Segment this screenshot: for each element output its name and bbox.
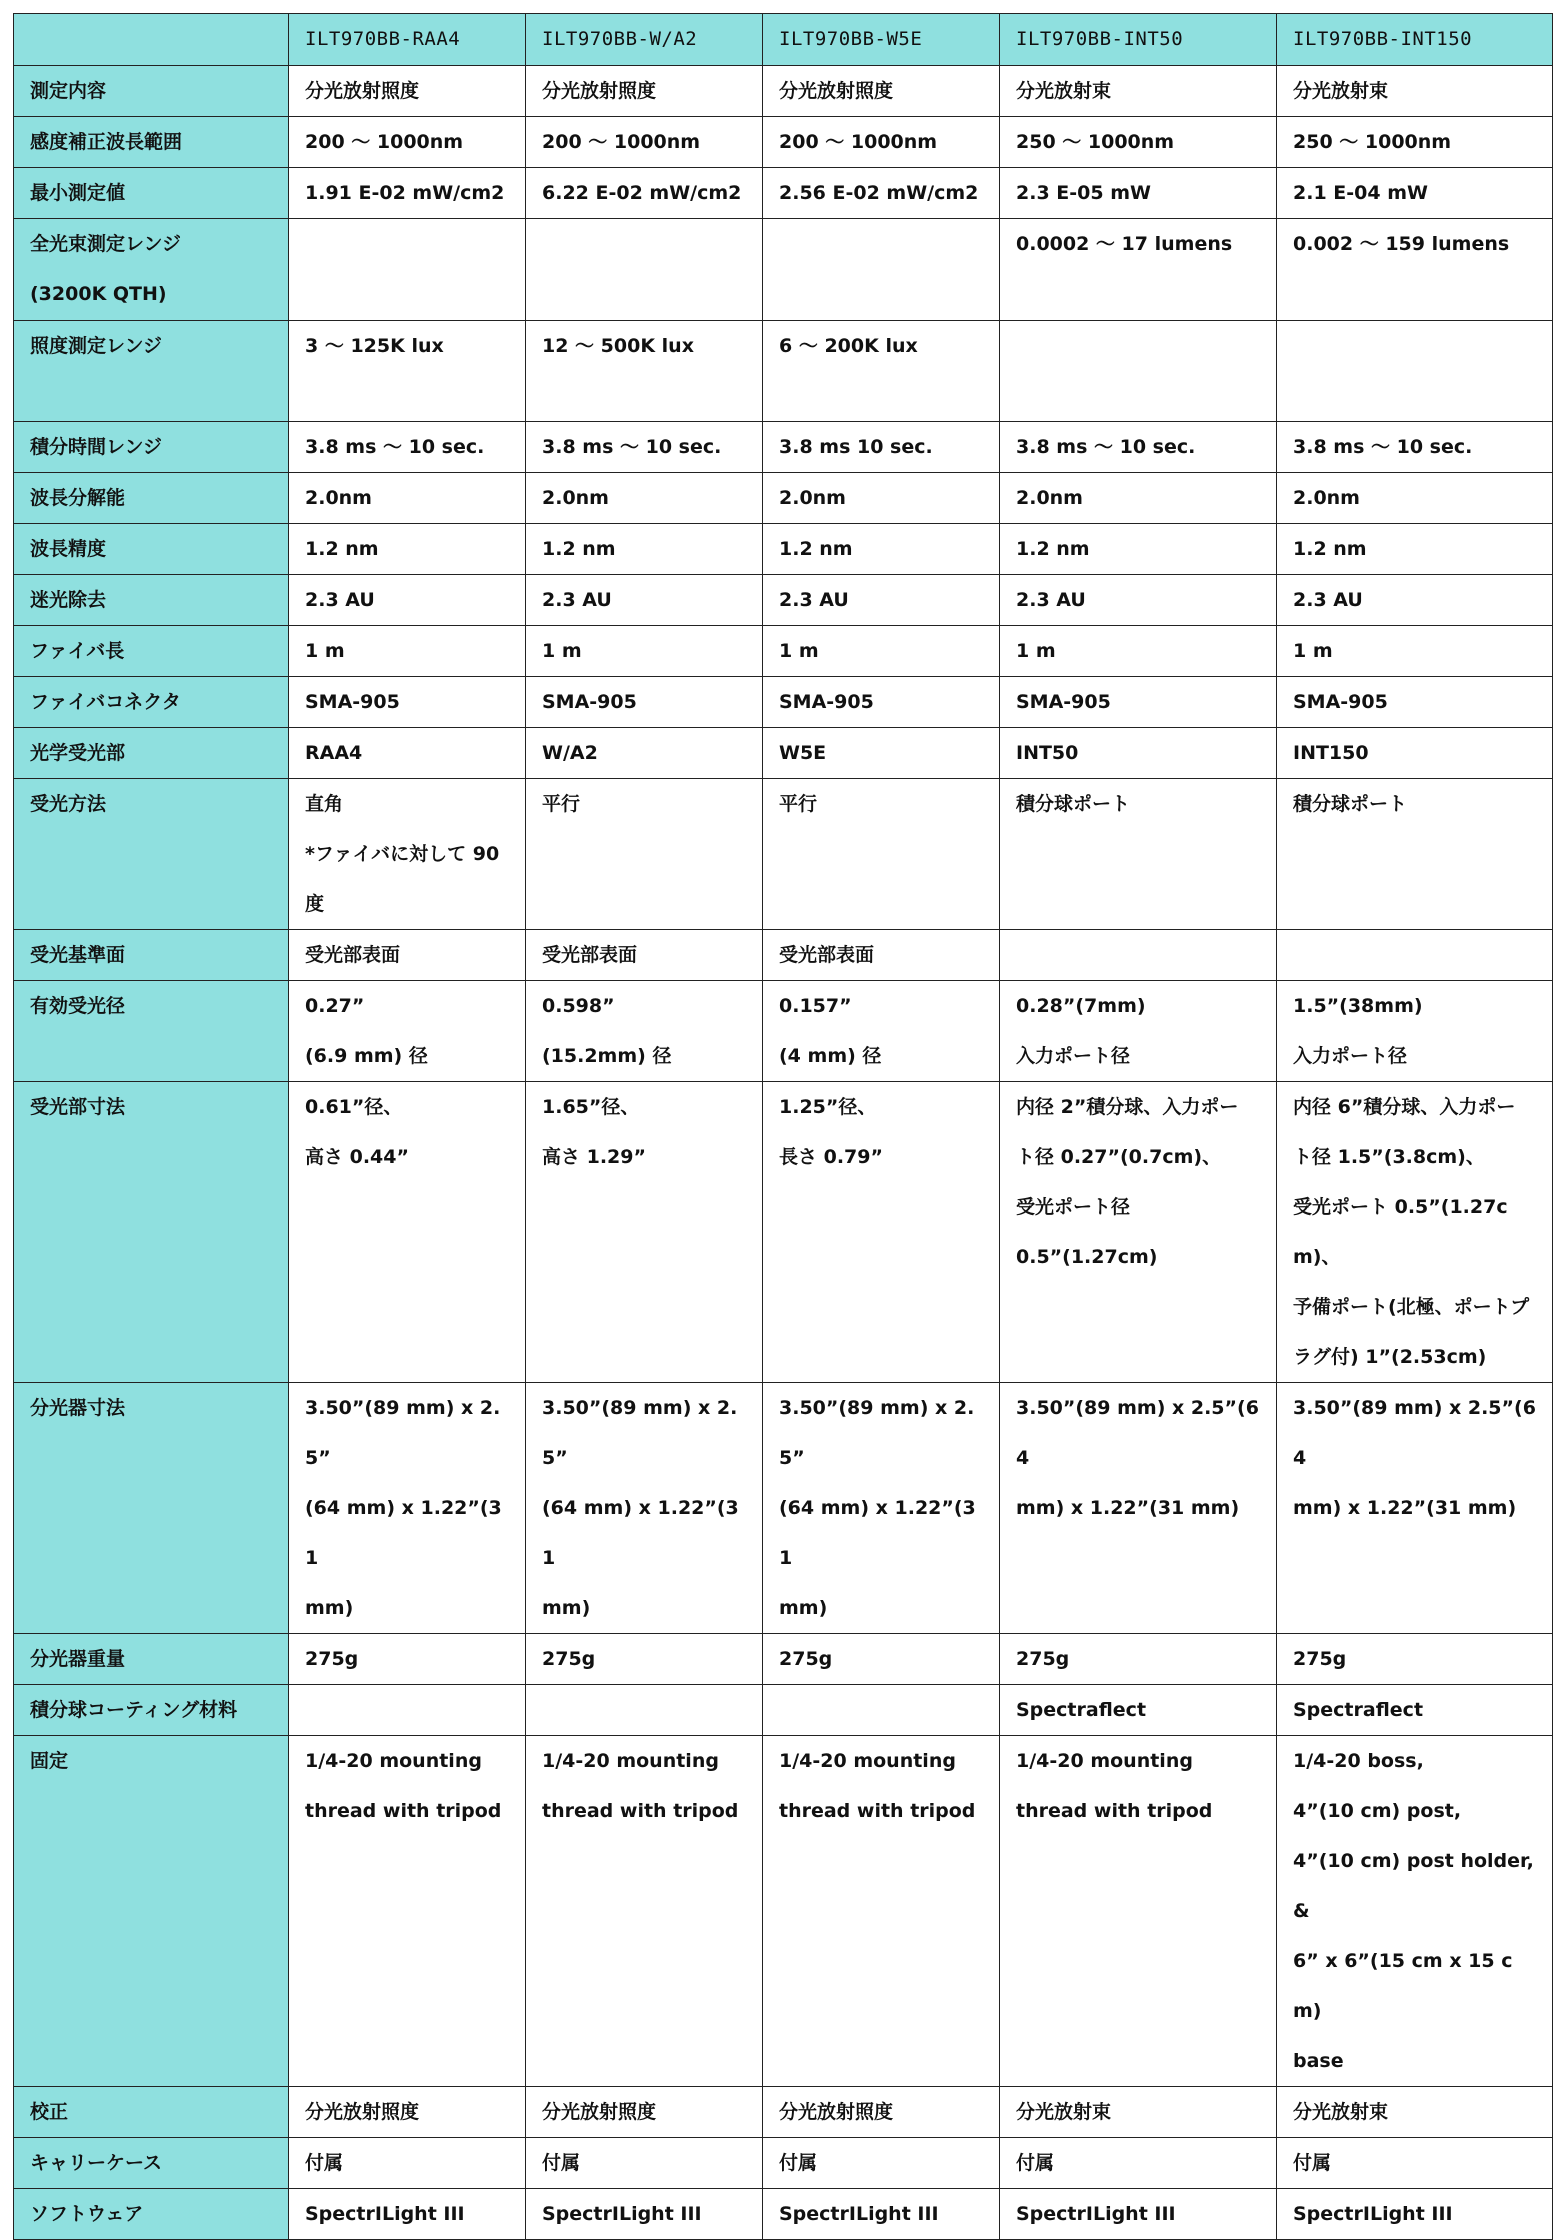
spec-value [1277, 321, 1553, 422]
spec-value: 1/4-20 mounting thread with tripod [526, 1736, 763, 2087]
spec-value: 受光部表面 [289, 930, 526, 981]
spec-value: 1 m [1000, 626, 1277, 677]
spec-value: 受光部表面 [763, 930, 1000, 981]
spec-row [14, 626, 1553, 677]
spec-value: 2.3 AU [526, 575, 763, 626]
spec-value: Spectraflect [1000, 1685, 1277, 1736]
spec-value: 3.8 ms 10 sec. [763, 422, 1000, 473]
row-label: 光学受光部 [14, 728, 289, 779]
spec-value: 1/4-20 mounting thread with tripod [763, 1736, 1000, 2087]
spec-value: 受光部表面 [526, 930, 763, 981]
spec-value: 付属 [763, 2138, 1000, 2189]
spec-value: SpectrILight III [289, 2189, 526, 2240]
spec-value: 分光放射照度 [289, 66, 526, 117]
spec-value [1277, 930, 1553, 981]
row-label: 照度測定レンジ [14, 321, 289, 422]
spec-value: 平行 [526, 779, 763, 930]
spec-value: W5E [763, 728, 1000, 779]
row-label: 受光部寸法 [14, 1082, 289, 1383]
spec-value: 分光放射束 [1000, 66, 1277, 117]
spec-value: 2.56 E-02 mW/cm2 [763, 168, 1000, 219]
spec-value: 0.61”径、 高さ 0.44” [289, 1082, 526, 1383]
spec-value [763, 1685, 1000, 1736]
spec-value: 6 ～ 200K lux [763, 321, 1000, 422]
spec-value: 0.27” (6.9 mm) 径 [289, 981, 526, 1082]
spec-value: 1 m [289, 626, 526, 677]
spec-value: 2.3 AU [289, 575, 526, 626]
spec-value: 3.50”(89 mm) x 2.5”(64 mm) x 1.22”(31 mm) [1277, 1383, 1553, 1634]
spec-value: 3.50”(89 mm) x 2.5” (64 mm) x 1.22”(31 mm) [526, 1383, 763, 1634]
row-label: ファイバコネクタ [14, 677, 289, 728]
spec-row [14, 473, 1553, 524]
spec-value: 1.2 nm [289, 524, 526, 575]
spec-value: 0.002 ～ 159 lumens [1277, 219, 1553, 321]
row-label: 測定内容 [14, 66, 289, 117]
spec-value: 12 ～ 500K lux [526, 321, 763, 422]
spec-value: 1/4-20 mounting thread with tripod [1000, 1736, 1277, 2087]
spec-value: 275g [289, 1634, 526, 1685]
spec-value: 1.5”(38mm) 入力ポート径 [1277, 981, 1553, 1082]
spec-value: 1.91 E-02 mW/cm2 [289, 168, 526, 219]
spec-row [14, 1736, 1553, 2087]
spec-value: 1.2 nm [1277, 524, 1553, 575]
spec-row [14, 1082, 1553, 1383]
spec-value: 3.8 ms ～ 10 sec. [1000, 422, 1277, 473]
spec-value: 3.50”(89 mm) x 2.5” (64 mm) x 1.22”(31 mm) [289, 1383, 526, 1634]
spec-value: 2.0nm [763, 473, 1000, 524]
spec-value [526, 1685, 763, 1736]
spec-value: 付属 [289, 2138, 526, 2189]
row-label: ソフトウェア [14, 2189, 289, 2240]
spec-value: 1 m [526, 626, 763, 677]
spec-value: 250 ～ 1000nm [1000, 117, 1277, 168]
spec-row [14, 321, 1553, 422]
spec-row [14, 2189, 1553, 2240]
spec-value: 250 ～ 1000nm [1277, 117, 1553, 168]
corner-cell [14, 14, 289, 66]
spec-row [14, 168, 1553, 219]
spec-value: 分光放射照度 [289, 2087, 526, 2138]
row-label: 波長分解能 [14, 473, 289, 524]
spec-value: 付属 [526, 2138, 763, 2189]
spec-value: W/A2 [526, 728, 763, 779]
spec-value: 付属 [1277, 2138, 1553, 2189]
row-label: ファイバ長 [14, 626, 289, 677]
spec-value: 3.8 ms ～ 10 sec. [289, 422, 526, 473]
spec-row [14, 677, 1553, 728]
spec-value: SMA-905 [1000, 677, 1277, 728]
spec-value [763, 219, 1000, 321]
spec-value: 直角 *ファイバに対して 90 度 [289, 779, 526, 930]
spec-value: 0.28”(7mm) 入力ポート径 [1000, 981, 1277, 1082]
spec-value: Spectraflect [1277, 1685, 1553, 1736]
row-label: 全光束測定レンジ (3200K QTH) [14, 219, 289, 321]
spec-value: INT50 [1000, 728, 1277, 779]
spec-value: 200 ～ 1000nm [526, 117, 763, 168]
spec-value: SpectrILight III [1000, 2189, 1277, 2240]
spec-value: 200 ～ 1000nm [289, 117, 526, 168]
spec-value: 2.3 AU [1277, 575, 1553, 626]
model-header: ILT970BB-W/A2 [526, 14, 763, 66]
spec-value: 2.0nm [289, 473, 526, 524]
spec-value: SpectrILight III [526, 2189, 763, 2240]
spec-value: 0.598” (15.2mm) 径 [526, 981, 763, 1082]
spec-row [14, 779, 1553, 930]
spec-value: 1 m [1277, 626, 1553, 677]
spec-value: 2.0nm [1000, 473, 1277, 524]
spec-value: 6.22 E-02 mW/cm2 [526, 168, 763, 219]
spec-row [14, 422, 1553, 473]
spec-value: SMA-905 [1277, 677, 1553, 728]
spec-value: 1 m [763, 626, 1000, 677]
spec-value [1000, 321, 1277, 422]
row-label: 受光方法 [14, 779, 289, 930]
spec-value: 分光放射照度 [763, 2087, 1000, 2138]
spec-row [14, 2138, 1553, 2189]
spec-value: INT150 [1277, 728, 1553, 779]
spec-row [14, 981, 1553, 1082]
row-label: 分光器重量 [14, 1634, 289, 1685]
spec-value: SpectrILight III [1277, 2189, 1553, 2240]
spec-value: SpectrILight III [763, 2189, 1000, 2240]
spec-row [14, 117, 1553, 168]
row-label: 波長精度 [14, 524, 289, 575]
spec-value: 1.2 nm [1000, 524, 1277, 575]
row-label: 分光器寸法 [14, 1383, 289, 1634]
spec-value: 2.0nm [1277, 473, 1553, 524]
spec-row [14, 66, 1553, 117]
spec-value: 平行 [763, 779, 1000, 930]
spec-value: 3 ～ 125K lux [289, 321, 526, 422]
spec-value: 内径 6”積分球、入力ポー ト径 1.5”(3.8cm)、 受光ポート 0.5”(1.27cm)、 予備ポート(北極、ポートプ ラグ付) 1”(2.53cm) [1277, 1082, 1553, 1383]
spec-value: 2.3 AU [1000, 575, 1277, 626]
spec-value [1000, 930, 1277, 981]
row-label: 固定 [14, 1736, 289, 2087]
spec-value: 1/4-20 mounting thread with tripod [289, 1736, 526, 2087]
model-header: ILT970BB-W5E [763, 14, 1000, 66]
spec-value [289, 219, 526, 321]
spec-row [14, 728, 1553, 779]
spec-table [13, 13, 1553, 2240]
spec-value: 3.8 ms ～ 10 sec. [1277, 422, 1553, 473]
spec-row [14, 1685, 1553, 1736]
spec-value: 0.157” (4 mm) 径 [763, 981, 1000, 1082]
spec-value: SMA-905 [526, 677, 763, 728]
spec-value: RAA4 [289, 728, 526, 779]
spec-row [14, 524, 1553, 575]
spec-value: SMA-905 [763, 677, 1000, 728]
spec-row [14, 930, 1553, 981]
spec-row [14, 1634, 1553, 1685]
spec-row [14, 575, 1553, 626]
row-label: キャリーケース [14, 2138, 289, 2189]
spec-value: 2.0nm [526, 473, 763, 524]
spec-row [14, 1383, 1553, 1634]
spec-value: 分光放射照度 [526, 66, 763, 117]
spec-value: 0.0002 ～ 17 lumens [1000, 219, 1277, 321]
spec-value: 分光放射照度 [526, 2087, 763, 2138]
spec-value: 200 ～ 1000nm [763, 117, 1000, 168]
row-label: 校正 [14, 2087, 289, 2138]
spec-row [14, 2087, 1553, 2138]
spec-value: 2.3 AU [763, 575, 1000, 626]
model-header: ILT970BB-INT50 [1000, 14, 1277, 66]
spec-value [526, 219, 763, 321]
row-label: 感度補正波長範囲 [14, 117, 289, 168]
spec-value: 275g [1000, 1634, 1277, 1685]
model-header: ILT970BB-INT150 [1277, 14, 1553, 66]
spec-value: 2.1 E-04 mW [1277, 168, 1553, 219]
spec-value: 1.25”径、 長さ 0.79” [763, 1082, 1000, 1383]
spec-value: 3.50”(89 mm) x 2.5”(64 mm) x 1.22”(31 mm) [1000, 1383, 1277, 1634]
spec-value: 275g [526, 1634, 763, 1685]
spec-value: 1.2 nm [526, 524, 763, 575]
spec-value [289, 1685, 526, 1736]
spec-value: 内径 2”積分球、入力ポー ト径 0.27”(0.7cm)、 受光ポート径 0.5”(1.27cm) [1000, 1082, 1277, 1383]
spec-value: 積分球ポート [1277, 779, 1553, 930]
header-row [14, 14, 1553, 66]
row-label: 積分時間レンジ [14, 422, 289, 473]
spec-value: 275g [1277, 1634, 1553, 1685]
spec-row [14, 219, 1553, 321]
spec-value: 3.8 ms ～ 10 sec. [526, 422, 763, 473]
model-header: ILT970BB-RAA4 [289, 14, 526, 66]
spec-value: 付属 [1000, 2138, 1277, 2189]
spec-value: 分光放射束 [1000, 2087, 1277, 2138]
spec-value: 1.2 nm [763, 524, 1000, 575]
spec-value: 積分球ポート [1000, 779, 1277, 930]
row-label: 積分球コーティング材料 [14, 1685, 289, 1736]
spec-value: 275g [763, 1634, 1000, 1685]
spec-value: SMA-905 [289, 677, 526, 728]
spec-value: 分光放射束 [1277, 66, 1553, 117]
spec-value: 2.3 E-05 mW [1000, 168, 1277, 219]
spec-value: 1/4-20 boss, 4”(10 cm) post, 4”(10 cm) post holder, & 6” x 6”(15 cm x 15 cm) base [1277, 1736, 1553, 2087]
spec-value: 1.65”径、 高さ 1.29” [526, 1082, 763, 1383]
spec-value: 3.50”(89 mm) x 2.5” (64 mm) x 1.22”(31 mm) [763, 1383, 1000, 1634]
row-label: 受光基準面 [14, 930, 289, 981]
row-label: 有効受光径 [14, 981, 289, 1082]
spec-value: 分光放射束 [1277, 2087, 1553, 2138]
row-label: 最小測定値 [14, 168, 289, 219]
spec-value: 分光放射照度 [763, 66, 1000, 117]
row-label: 迷光除去 [14, 575, 289, 626]
